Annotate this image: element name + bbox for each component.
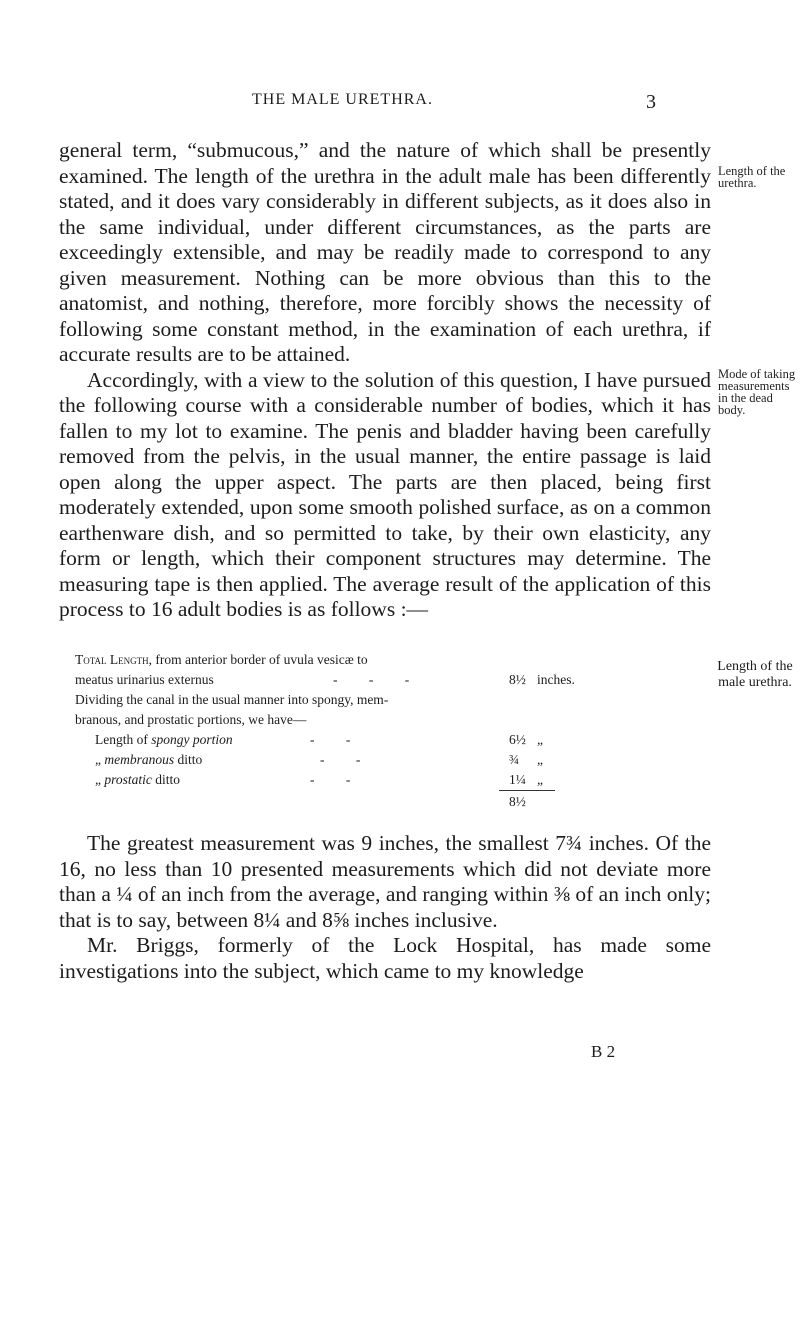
- row-suffix: ditto: [177, 752, 203, 767]
- row-value: 1¼: [509, 772, 526, 787]
- total-unit: inches.: [537, 672, 575, 687]
- dividing-line-2: branous, and prostatic portions, we have—: [75, 712, 307, 727]
- running-head: THE MALE URETHRA.: [252, 91, 433, 108]
- leader-dashes: - -: [310, 772, 365, 787]
- leader-dashes: - -: [310, 732, 365, 747]
- sum-value: 8½: [509, 794, 526, 809]
- row-name: spongy portion: [151, 732, 233, 747]
- paragraph-1: general term, “submucous,” and the nature of which shall be presently examined. The length of the urethra in the adult male has been differently stated, and it does vary considerably in different subjects, as it does also in the same individual, under different circumstances, as the parts are exceedingly extensible, and may be readily made to correspond to any given measurement. Nothing can be more obvious than this to the anatomist, and nothing, therefore, more forcibly shows the necessity of following some constant method, in the examination of each urethra, if accurate results are to be attained.: [59, 138, 711, 366]
- total-label-line2: meatus urinarius externus: [75, 672, 214, 687]
- marginal-note-table: Length of the male urethra.: [717, 659, 793, 690]
- row-prefix: „: [95, 772, 101, 787]
- body-text-top: [59, 138, 711, 623]
- leader-dashes: - -: [320, 752, 375, 767]
- row-value: ¾: [509, 752, 520, 767]
- paragraph-4: Mr. Briggs, formerly of the Lock Hospital, has made some investigations into the subject, which came to my knowledge: [59, 933, 711, 983]
- row-unit: „: [537, 732, 543, 747]
- leader-dashes: - - -: [333, 672, 424, 687]
- page-header: [0, 91, 800, 121]
- row-prefix: „: [95, 752, 101, 767]
- marginal-note-length: Length of the urethra.: [718, 164, 786, 190]
- row-prefix: Length of: [95, 732, 148, 747]
- row-name: membranous: [104, 752, 175, 767]
- dividing-line-1: Dividing the canal in the usual manner into spongy, mem-: [75, 692, 389, 707]
- signature-mark: B 2: [591, 1042, 616, 1061]
- row-unit: „: [537, 772, 543, 787]
- row-value: 6½: [509, 732, 526, 747]
- total-value: 8½: [509, 672, 526, 687]
- marginal-note-mode: Mode of taking measurements in the dead body.: [718, 367, 796, 417]
- page-number: 3: [646, 91, 656, 113]
- paragraph-3: The greatest measurement was 9 inches, the smallest 7¾ inches. Of the 16, no less than 10 presented measurements which did not deviate more than a ¼ of an inch from the average, and ranging within ⅜ of an inch only; that is to say, between 8¼ and 8⅝ inches inclusive.: [59, 831, 711, 932]
- body-text-bottom: [59, 831, 711, 984]
- total-label-rest: from anterior border of uvula vesicæ to: [155, 652, 368, 667]
- row-name: prostatic: [104, 772, 152, 787]
- paragraph-2: Accordingly, with a view to the solution of this question, I have pursued the following course with a considerable number of bodies, which it has fallen to my lot to examine. The penis and bladder having been carefully removed from the pelvis, in the usual manner, the entire passage is laid open along the upper aspect. The parts are then placed, being first moderately extended, upon some smooth polished surface, as on a common earthenware dish, and so permitted to take, by their own elasticity, any form or length, which their component structures may determine. The measuring tape is then applied. The average result of the application of this process to 16 adult bodies is as follows :—: [59, 367, 711, 621]
- total-label-smallcaps: Total Length,: [75, 652, 153, 667]
- row-unit: „: [537, 752, 543, 767]
- row-suffix: ditto: [155, 772, 181, 787]
- sum-rule: [499, 790, 555, 791]
